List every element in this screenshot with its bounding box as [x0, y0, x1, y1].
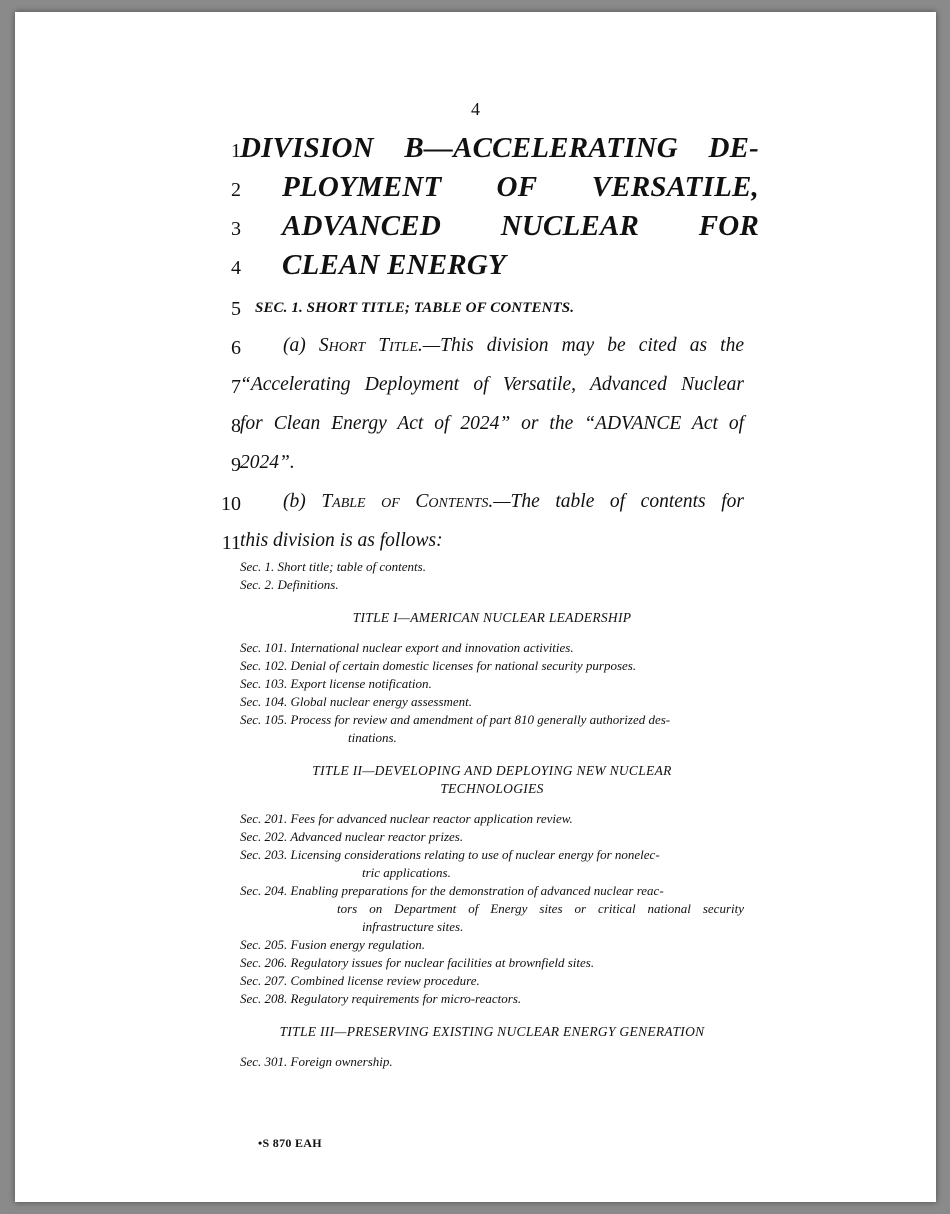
- toc-entry-number: Sec. 203.: [240, 847, 288, 862]
- toc-entry-text: Licensing considerations relating to use of nuclear energy for nonelec-: [290, 847, 660, 862]
- toc-entry-number: Sec. 2.: [240, 577, 275, 592]
- division-heading-line: PLOYMENT OF VERSATILE,: [282, 171, 759, 203]
- short-title-line: for Clean Energy Act of 2024” or the “ADVANCE Act of: [240, 413, 744, 434]
- short-title-line: “Accelerating Deployment of Versatile, Advanced Nuclear: [240, 374, 744, 395]
- toc-entry-number: Sec. 202.: [240, 829, 288, 844]
- line-number: 5: [231, 298, 241, 320]
- toc-entry-text: Fees for advanced nuclear reactor application review.: [290, 811, 573, 826]
- toc-entry-text: Foreign ownership.: [290, 1054, 393, 1069]
- subsection-caption: Table of Contents: [321, 491, 489, 512]
- toc-entry: [240, 972, 744, 990]
- line-number: 2: [231, 179, 241, 201]
- short-title-line: 2024”.: [240, 452, 295, 473]
- toc-entry-number: Sec. 102.: [240, 658, 288, 673]
- toc-entry-number: Sec. 101.: [240, 640, 288, 655]
- line-number: 8: [231, 415, 241, 437]
- toc-entry-number: Sec. 1.: [240, 559, 275, 574]
- toc-entry-number: Sec. 103.: [240, 676, 288, 691]
- toc-entry-text: Fusion energy regulation.: [290, 937, 425, 952]
- subsection-label: (b): [283, 491, 322, 512]
- toc-intro-line: this division is as follows:: [240, 530, 443, 551]
- toc-entry-text: Short title; table of contents.: [277, 559, 426, 574]
- toc-entry-number: Sec. 104.: [240, 694, 288, 709]
- toc-intro-text: .—The table of contents for: [488, 491, 744, 512]
- toc-entry: [240, 639, 744, 657]
- toc-entry: [240, 810, 744, 828]
- toc-title-heading: TECHNOLOGIES: [440, 781, 544, 796]
- document-page: [15, 12, 936, 1202]
- line-number: 11: [221, 532, 241, 554]
- toc-title-heading: TITLE I—AMERICAN NUCLEAR LEADERSHIP: [352, 610, 632, 625]
- line-number: 4: [231, 257, 241, 279]
- toc-entry-text: Export license notification.: [290, 676, 432, 691]
- toc-entry: [240, 558, 744, 576]
- toc-entry-number: Sec. 301.: [240, 1054, 288, 1069]
- toc-entry-continuation: infrastructure sites.: [362, 919, 464, 934]
- toc-entry: [240, 954, 744, 972]
- toc-entry-number: Sec. 205.: [240, 937, 288, 952]
- page-number: 4: [471, 99, 480, 119]
- division-heading-line: DIVISION B—ACCELERATING DE-: [240, 132, 759, 164]
- toc-entry-number: Sec. 201.: [240, 811, 288, 826]
- toc-entry-text: Definitions.: [277, 577, 339, 592]
- toc-entry-number: Sec. 206.: [240, 955, 288, 970]
- toc-entry-number: Sec. 204.: [240, 883, 288, 898]
- line-number: 7: [231, 376, 241, 398]
- subsection-caption: Short Title: [318, 335, 418, 356]
- short-title-text: .—This division may be cited as the: [417, 335, 744, 356]
- toc-entry-text: International nuclear export and innovation activities.: [290, 640, 574, 655]
- line-number: 9: [231, 454, 241, 476]
- toc-entry: [240, 576, 744, 594]
- short-title-line: [283, 335, 744, 357]
- toc-entry-text: Process for review and amendment of part 810 generally authorized des-: [290, 712, 671, 727]
- subsection-label: (a): [283, 335, 319, 356]
- toc-entry: [240, 828, 744, 846]
- toc-entry-text: Denial of certain domestic licenses for national security purposes.: [290, 658, 637, 673]
- toc-entry: [240, 693, 744, 711]
- toc-entry-text: Regulatory issues for nuclear facilities at brownfield sites.: [290, 955, 595, 970]
- toc-entry-text: Global nuclear energy assessment.: [290, 694, 473, 709]
- toc-entry-number: Sec. 207.: [240, 973, 288, 988]
- toc-entry: [240, 846, 744, 864]
- line-number: 6: [231, 337, 241, 359]
- toc-entry: [240, 711, 744, 729]
- toc-entry: [240, 657, 744, 675]
- toc-entry: [240, 1053, 744, 1071]
- toc-entry-continuation: tors on Department of Energy sites or critical national security: [337, 901, 744, 916]
- division-heading-line: CLEAN ENERGY: [282, 249, 506, 281]
- toc-entry-text: Advanced nuclear reactor prizes.: [290, 829, 464, 844]
- toc-entry: [240, 990, 744, 1008]
- toc-entry-continuation: tric applications.: [362, 865, 451, 880]
- division-heading-line: ADVANCED NUCLEAR FOR: [282, 210, 759, 242]
- toc-entry-text: Enabling preparations for the demonstration of advanced nuclear reac-: [290, 883, 664, 898]
- toc-entry: [240, 882, 744, 900]
- toc-title-heading: TITLE III—PRESERVING EXISTING NUCLEAR ENERGY GENERATION: [279, 1024, 705, 1039]
- toc-entry-text: Combined license review procedure.: [290, 973, 480, 988]
- toc-entry-continuation: tinations.: [348, 730, 397, 745]
- toc-title-heading: TITLE II—DEVELOPING AND DEPLOYING NEW NUCLEAR: [312, 763, 672, 778]
- bill-footer: •S 870 EAH: [258, 1136, 322, 1150]
- toc-entry: [240, 675, 744, 693]
- toc-entry-number: Sec. 208.: [240, 991, 288, 1006]
- section-heading: SEC. 1. SHORT TITLE; TABLE OF CONTENTS.: [255, 300, 575, 316]
- toc-intro-line: [283, 491, 744, 513]
- toc-entry-number: Sec. 105.: [240, 712, 288, 727]
- line-number: 3: [231, 218, 241, 240]
- line-number: 1: [231, 140, 241, 162]
- line-number: 10: [221, 493, 241, 515]
- toc-entry-text: Regulatory requirements for micro-reactors.: [290, 991, 522, 1006]
- toc-entry: [240, 936, 744, 954]
